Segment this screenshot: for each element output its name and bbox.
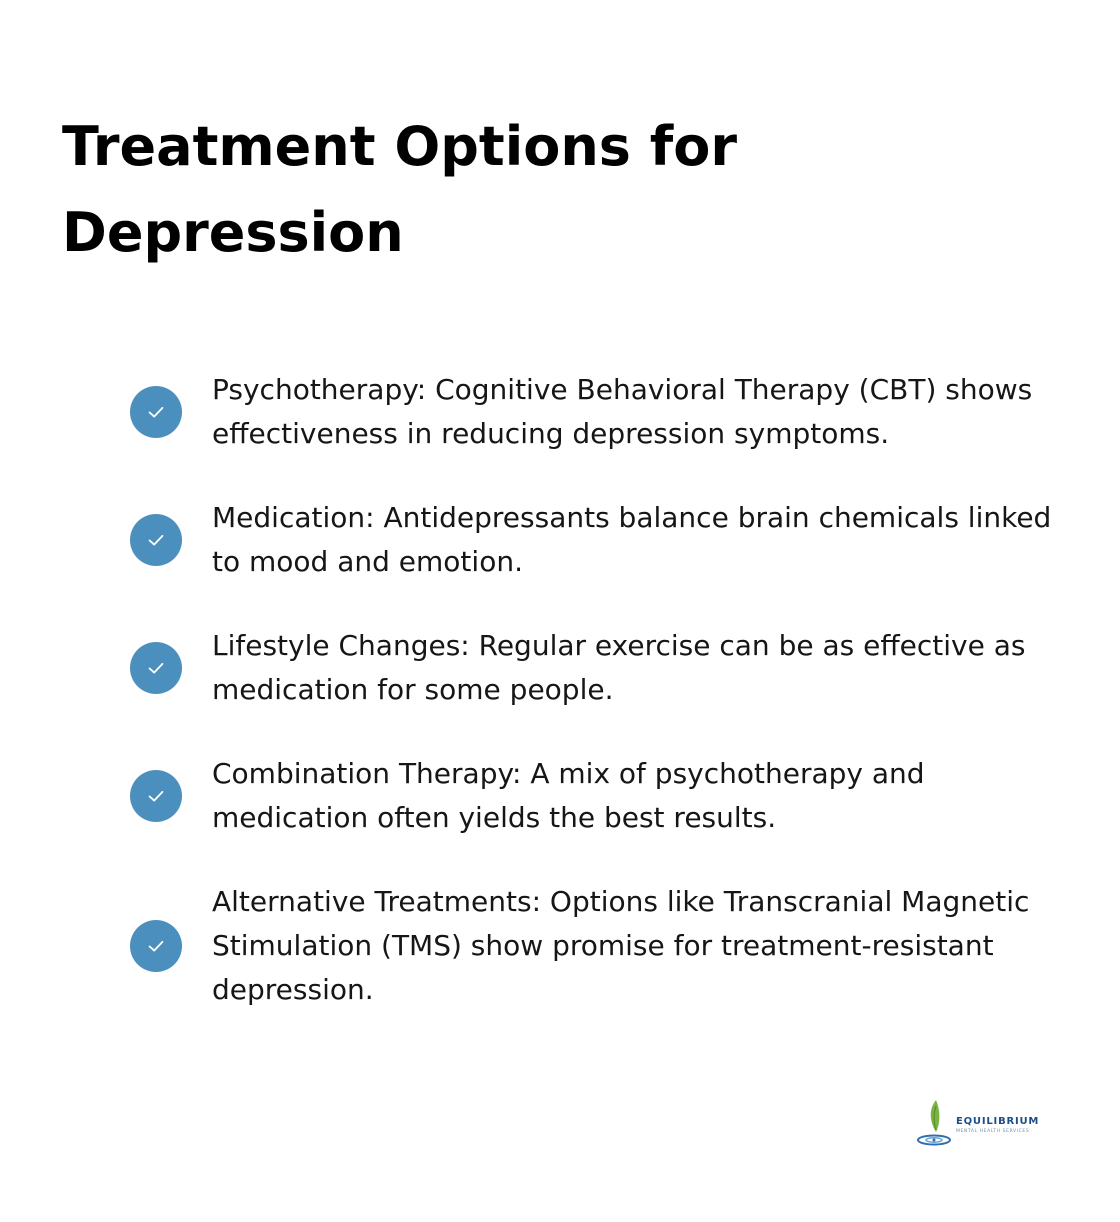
- check-icon: [130, 386, 182, 438]
- check-icon: [130, 770, 182, 822]
- check-icon: [130, 642, 182, 694]
- check-icon: [130, 514, 182, 566]
- logo-tagline: MENTAL HEALTH SERVICES: [956, 1129, 1030, 1134]
- item-text: Medication: Antidepressants balance brain chemicals linked to mood and emotion.: [212, 501, 1052, 578]
- equilibrium-logo: [912, 1094, 1062, 1150]
- item-text: Alternative Treatments: Options like Transcranial Magnetic Stimulation (TMS) show promise for treatment-resistant depression.: [212, 885, 1030, 1006]
- item-text: Psychotherapy: Cognitive Behavioral Therapy (CBT) shows effectiveness in reducing depression symptoms.: [212, 373, 1033, 450]
- logo-name: EQUILIBRIUM: [956, 1116, 1040, 1127]
- logo-mark-icon: [914, 1096, 954, 1148]
- item-text: Combination Therapy: A mix of psychotherapy and medication often yields the best results.: [212, 757, 925, 834]
- page-title: Treatment Options for Depression: [62, 115, 737, 264]
- item-text: Lifestyle Changes: Regular exercise can be as effective as medication for some people.: [212, 629, 1026, 706]
- check-icon: [130, 920, 182, 972]
